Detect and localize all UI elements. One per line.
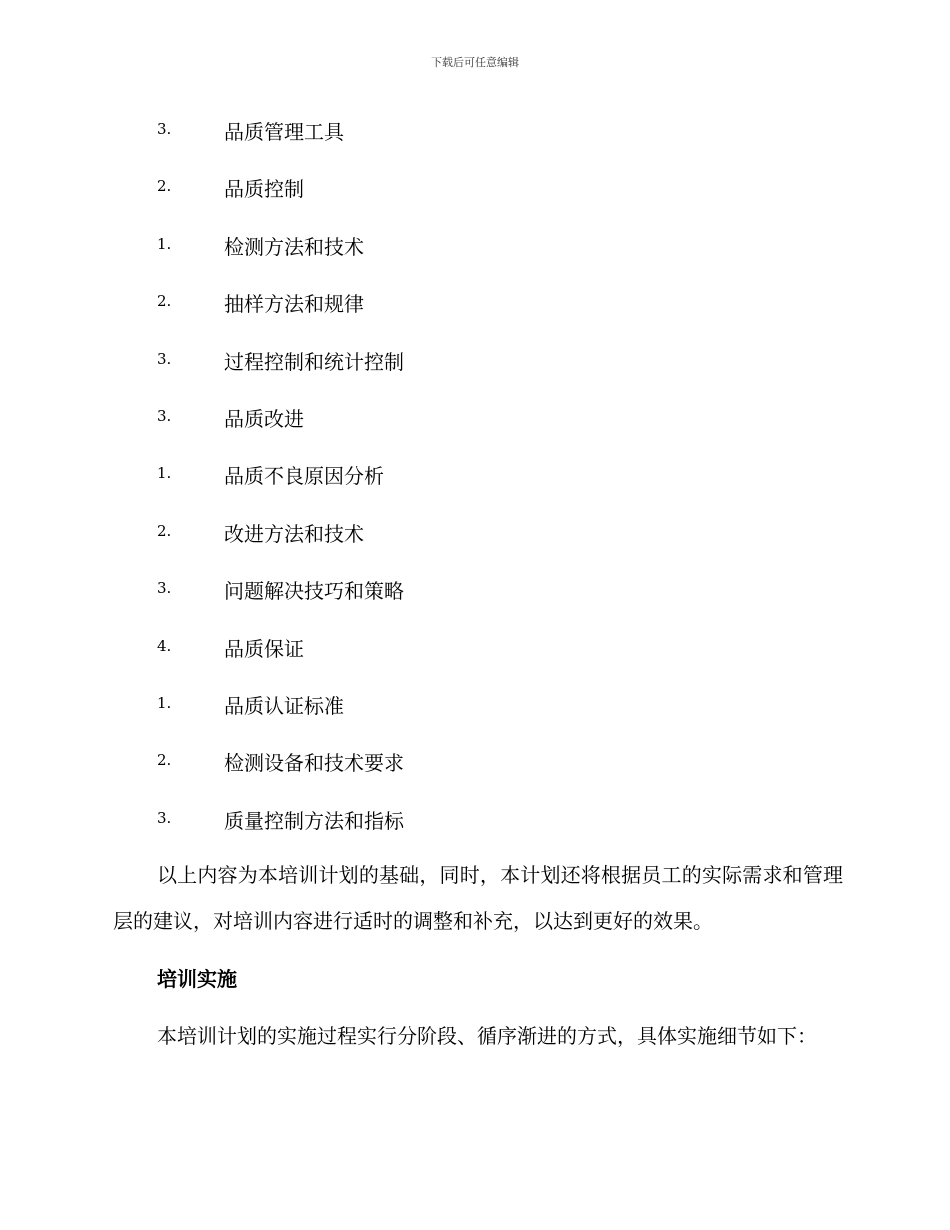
item-number: 1. [157, 464, 172, 483]
item-number: 3. [157, 349, 172, 368]
list-item [0, 344, 950, 401]
list-item [0, 114, 950, 171]
body-paragraph-summary: 以上内容为本培训计划的基础，同时，本计划还将根据员工的实际需求和管理层的建议，对培训内容进行适时的调整和补充，以达到更好的效果。 [113, 863, 843, 933]
item-number: 4. [157, 636, 172, 655]
item-label: 过程控制和统计控制 [224, 349, 404, 374]
list-item [0, 171, 950, 228]
item-label: 改进方法和技术 [224, 521, 364, 546]
list-item [0, 745, 950, 802]
item-number: 2. [157, 177, 172, 196]
list-item [0, 401, 950, 458]
item-label: 质量控制方法和指标 [224, 808, 404, 833]
page-header-note: 下载后可任意编辑 [431, 56, 519, 69]
body-paragraph-implementation: 本培训计划的实施过程实行分阶段、循序渐进的方式，具体实施细节如下： [157, 1024, 817, 1048]
item-number: 3. [157, 406, 172, 425]
item-number: 1. [157, 693, 172, 712]
item-number: 3. [157, 579, 172, 598]
item-number: 2. [157, 292, 172, 311]
item-label: 品质改进 [224, 406, 304, 431]
item-label: 检测设备和技术要求 [224, 751, 404, 776]
item-label: 品质不良原因分析 [224, 464, 384, 489]
item-number: 2. [157, 751, 172, 770]
item-number: 3. [157, 120, 172, 138]
item-label: 问题解决技巧和策略 [224, 579, 404, 604]
section-heading: 培训实施 [157, 967, 237, 991]
item-label: 品质控制 [224, 177, 304, 202]
item-label: 品质认证标准 [224, 693, 344, 718]
item-label: 检测方法和技术 [224, 234, 364, 259]
item-label: 品质管理工具 [224, 120, 344, 144]
list-item [0, 688, 950, 745]
list-item [0, 229, 950, 286]
item-label: 抽样方法和规律 [224, 292, 364, 317]
item-number: 1. [157, 234, 172, 253]
list-item [0, 286, 950, 343]
item-label: 品质保证 [224, 636, 304, 661]
content-list [0, 114, 950, 860]
item-number: 2. [157, 521, 172, 540]
list-item [0, 631, 950, 688]
list-item [0, 573, 950, 630]
list-item [0, 458, 950, 515]
item-number: 3. [157, 808, 172, 827]
list-item [0, 516, 950, 573]
